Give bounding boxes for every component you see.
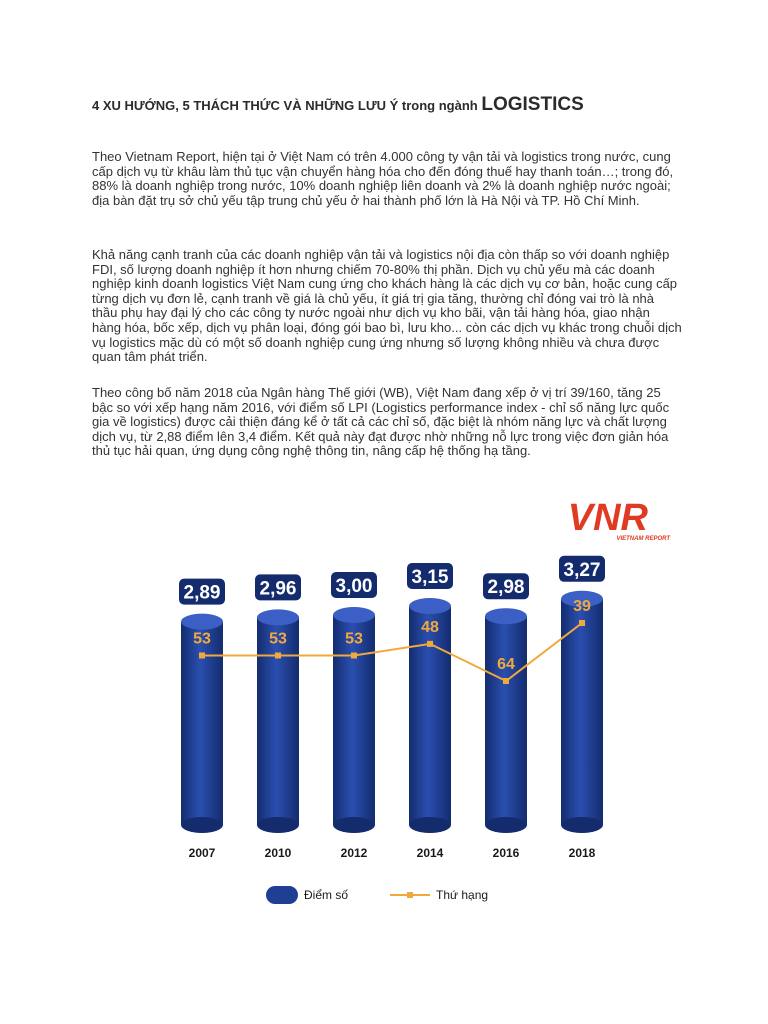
chart-svg (140, 485, 700, 915)
rank-point-2016 (503, 678, 509, 684)
legend-marker-rank (407, 892, 413, 898)
paragraph-1: Theo Vietnam Report, hiện tại ở Việt Nam có trên 4.000 công ty vận tải và logistics trong nước, cung cấp dịch vụ từ khâu làm thủ tục vận chuyển hàng hóa cho đến đóng thuế hay thanh toán…; trong đó, 88% là doanh nghiệp trong nước, 10% doanh nghiệp liên doanh và 2% là doanh nghiệp nước ngoài; địa bàn đặt trụ sở chủ yếu tập trung chủ yếu ở hai thành phố lớn là Hà Nội và TP. Hồ Chí Minh. (92, 149, 674, 208)
logo-caption: VIETNAM REPORT (616, 536, 670, 542)
bar-cap-2016 (485, 608, 527, 624)
bar-base-2014 (409, 817, 451, 833)
bar-base-2016 (485, 817, 527, 833)
score-label-2016: 2,98 (487, 577, 525, 599)
article-title (92, 94, 692, 116)
score-label-2014: 3,15 (411, 567, 449, 588)
x-label-2014: 2014 (416, 846, 444, 860)
title-emphasis: LOGISTICS (481, 94, 584, 115)
paragraph-3: Theo công bố năm 2018 của Ngân hàng Thế giới (WB), Việt Nam đang xếp ở vị trí 39/160, tăng 25 bậc so với xếp hạng năm 2016, với điểm số LPI (Logistics performance index - chỉ số năng lực quốc gia về logistics) được cải thiện đáng kể ở tất cả các chỉ số, đặc biệt là nhóm năng lực và chất lượng dịch vụ, từ 2,88 điểm lên 3,4 điểm. Kết quả này đạt được nhờ những nỗ lực trong việc đơn giản hóa thủ tục hải quan, ứng dụng công nghệ thông tin, nâng cấp hệ thống hạ tầng. (92, 385, 670, 459)
bar-2010 (257, 617, 299, 825)
bar-cap-2007 (181, 614, 223, 630)
title-prefix: 4 XU HƯỚNG, 5 THÁCH THỨC VÀ NHỮNG LƯU Ý trong ngành (92, 98, 478, 113)
rank-label-2016: 64 (497, 656, 515, 673)
bar-2016 (485, 616, 527, 825)
rank-label-2007: 53 (193, 630, 211, 648)
logo-mark: VNR (567, 497, 648, 539)
score-label-2010: 2,96 (259, 578, 297, 600)
vnr-logo (568, 497, 672, 542)
score-label-2018: 3,27 (563, 559, 601, 581)
bar-2007 (181, 622, 223, 825)
x-label-2007: 2007 (188, 846, 216, 860)
rank-point-2007 (199, 652, 205, 658)
bar-base-2018 (561, 817, 603, 833)
rank-point-2012 (351, 652, 357, 658)
lpi-chart (140, 485, 700, 915)
score-label-2007: 2,89 (183, 582, 221, 604)
bar-2014 (409, 606, 451, 825)
rank-label-2014: 48 (421, 618, 439, 636)
bar-cap-2012 (333, 607, 375, 623)
score-label-2012: 3,00 (335, 576, 373, 597)
rank-point-2010 (275, 652, 281, 658)
x-label-2012: 2012 (340, 846, 368, 860)
bar-cap-2014 (409, 598, 451, 614)
legend-label-score: Điểm số (304, 888, 349, 902)
paragraph-2: Khả năng cạnh tranh của các doanh nghiệp vận tải và logistics nội địa còn thấp so với doanh nghiệp FDI, số lượng doanh nghiệp ít hơn nhưng chiếm 70-80% thị phần. Dịch vụ chủ yếu mà các doanh nghiệp kinh doanh logistics Việt Nam cung ứng cho khách hàng là các dịch vụ cơ bản, hoặc cung cấp từng dịch vụ đơn lẻ, cạnh tranh về giá là chủ yếu, ít giá trị gia tăng, thường chỉ đóng vai trò là nhà thầu phụ hay đại lý cho các công ty nước ngoài như dịch vụ kho bãi, vận tải hàng hóa, giao nhận hàng hóa, bốc xếp, dịch vụ phân loại, đóng gói bao bì, lưu kho... còn các dịch vụ khác trong chuỗi dịch vụ logistics mặc dù có một số doanh nghiệp cung ứng nhưng số lượng không nhiều và chưa được quan tâm phát triển. (92, 247, 682, 365)
rank-label-2010: 53 (269, 630, 287, 648)
x-label-2018: 2018 (568, 846, 596, 860)
bar-base-2007 (181, 817, 223, 833)
bar-base-2010 (257, 817, 299, 833)
bar-2018 (561, 599, 603, 825)
bar-base-2012 (333, 817, 375, 833)
bar-cap-2010 (257, 609, 299, 625)
rank-label-2012: 53 (345, 630, 363, 648)
rank-point-2018 (579, 620, 585, 626)
x-label-2016: 2016 (492, 846, 520, 860)
rank-point-2014 (427, 641, 433, 647)
legend-label-rank: Thứ hạng (436, 888, 489, 902)
x-label-2010: 2010 (264, 846, 292, 860)
rank-label-2018: 39 (573, 598, 591, 615)
legend-swatch-score (266, 886, 298, 904)
